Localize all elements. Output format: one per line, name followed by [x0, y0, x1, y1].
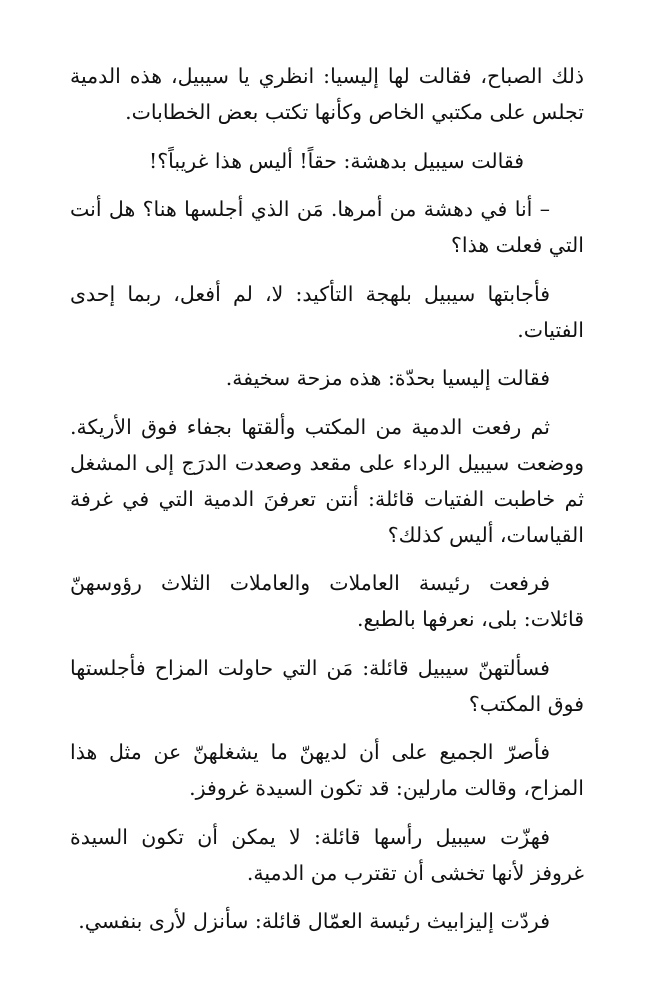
paragraph-3: – أنا في دهشة من أمرها. مَن الذي أجلسها هنا؟ هل أنت التي فعلت هذا؟: [70, 197, 584, 257]
paragraph-4: فأجابتها سيبيل بلهجة التأكيد: لا، لم أفعل، ربما إحدى الفتيات.: [70, 281, 584, 342]
paragraph-10: فهزّت سيبيل رأسها قائلة: لا يمكن أن تكون السيدة غروفز لأنها تخشى أن تقترب من الدمية.: [70, 824, 584, 885]
book-page: [70, 58, 584, 952]
paragraph-5: فقالت إليسيا بحدّة: هذه مزحة سخيفة.: [225, 366, 550, 390]
paragraph-2: فقالت سيبيل بدهشة: حقاً! أليس هذا غريباً؟!: [149, 148, 524, 173]
paragraph-6: ثم رفعت الدمية من المكتب وألقتها بجفاء فوق الأريكة. ووضعت سيبيل الرداء على مقعد وصعدت الدرَج إلى المشغل ثم خاطبت الفتيات قائلة: أنتن تعرفنَ الدمية التي في غرفة القياسات، أليس كذلك؟: [70, 414, 584, 547]
paragraph-7: فرفعت رئيسة العاملات والعاملات الثلاث رؤوسهنّ قائلات: بلى، نعرفها بالطبع.: [70, 571, 584, 631]
paragraph-11: فردّت إليزابيث رئيسة العمّال قائلة: سأنزل لأرى بنفسي.: [78, 909, 550, 933]
paragraph-1: ذلك الصباح، فقالت لها إليسيا: انظري يا سيبيل، هذه الدمية تجلس على مكتبي الخاص وكأنها تكتب بعض الخطابات.: [70, 64, 584, 124]
paragraph-8: فسألتهنّ سيبيل قائلة: مَن التي حاولت المزاح فأجلستها فوق المكتب؟: [70, 655, 584, 716]
paragraph-9: فأصرّ الجميع على أن لديهنّ ما يشغلهنّ عن مثل هذا المزاح، وقالت مارلين: قد تكون السيدة غروفز.: [70, 740, 584, 800]
